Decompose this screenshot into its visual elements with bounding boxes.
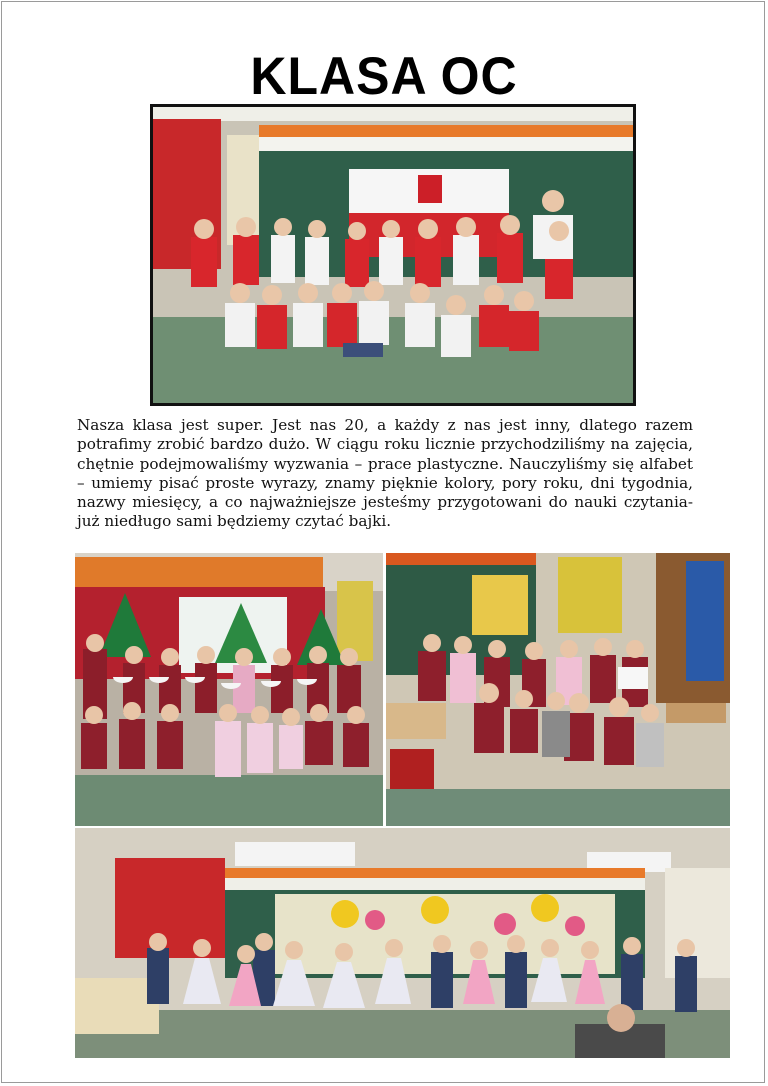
- page-title: KLASA OC: [250, 46, 518, 106]
- class-description: Nasza klasa jest super. Jest nas 20, a każdy z nas jest inny, dlatego razem potrafimy zrobić bardzo dużo. W ciągu roku licznie przychodziliśmy na zajęcia, chętnie podejmowaliśmy wyzwania – prace plastyczne. Nauczyliśmy się alfabet – umiemy pisać proste wyrazy, znamy pięknie kolory, pory roku, dni tygodnia, nazwy miesięcy, a co najważniejsze jesteśmy przygotowani do nauki czytania- już niedługo sami będziemy czytać bajki.: [77, 416, 693, 531]
- crafts-photo: [386, 553, 730, 826]
- christmas-photo: [75, 553, 383, 826]
- class-flag-photo: [150, 104, 636, 406]
- performance-photo: [75, 828, 730, 1058]
